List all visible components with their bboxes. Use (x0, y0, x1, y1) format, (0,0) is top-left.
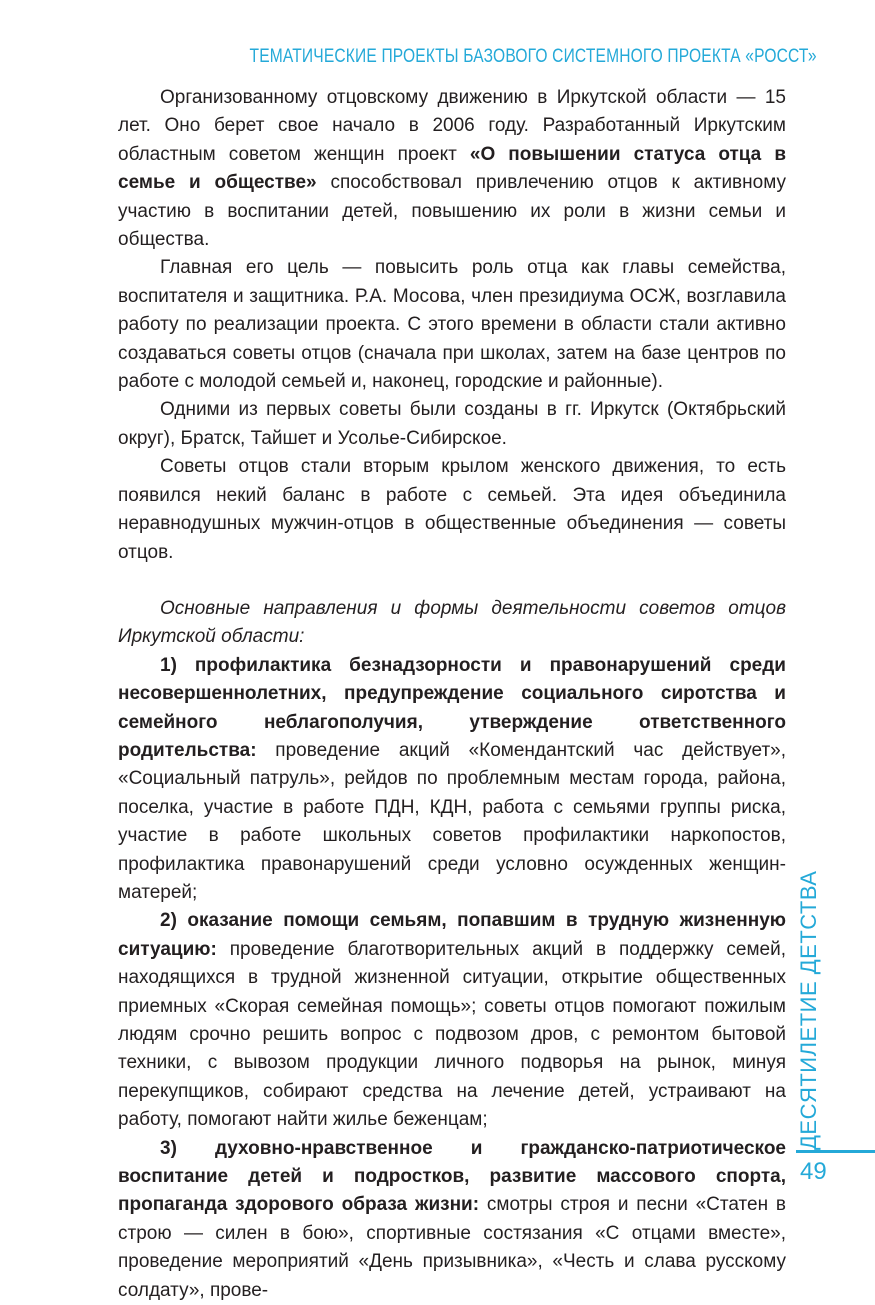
directions-intro-text: Основные направления и формы деятельности советов отцов Иркутской области: (118, 597, 786, 648)
paragraph-balance: Советы отцов стали вторым крылом женского движения, то есть появился некий баланс в работе с семьей. Эта идея объединила неравнодушных мужчин-отцов в общественные объединения — советы отцов. (118, 456, 786, 563)
section-side-title: ДЕСЯТИЛЕТИЕ ДЕТСТВА (796, 870, 821, 1150)
paragraph-history (118, 84, 786, 254)
project-title: «О повышении статуса отца в семье и обществе» (118, 143, 786, 194)
list-item-text: проведение благотворительных акций в поддержку семей, находящихся в трудной жизненной ситуации, открытие общественных приемных «Скорая семейная помощь»; советы отцов помогают пожилым людям срочно решить вопрос с подвозом дров, с ремонтом бытовой техники, с вывозом продукции личного подворья на рынок, минуя перекупщиков, собирают средства на лечение детей, устраивают на работу, помогают найти жилье беженцам; (118, 938, 786, 1131)
paragraph-goal: Главная его цель — повысить роль отца как главы семейства, воспитателя и защитника. Р.А. Мосова, член президиума ОСЖ, возглавила работу по реализации проекта. С этого времени в области стали активно создаваться советы отцов (сначала при школах, затем на базе центров по работе с молодой семьей и, наконец, городские и районные). (118, 257, 786, 393)
paragraph-text: Организованному отцовскому движению в Иркутской области — 15 лет. Оно берет свое начало в 2006 году. Разработанный Иркутским областным советом женщин проект (118, 87, 786, 165)
paragraph-first-councils: Одними из первых советы были созданы в гг. Иркутск (Октябрьский округ), Братск, Тайшет и Усолье-Сибирское. (118, 399, 786, 449)
list-item (118, 907, 786, 1134)
list-item-heading: 2) оказание помощи семьям, попавшим в трудную жизненную ситуацию: (118, 910, 786, 960)
running-header: ТЕМАТИЧЕСКИЕ ПРОЕКТЫ БАЗОВОГО СИСТЕМНОГО ПРОЕКТА «РОССТ» (249, 46, 817, 67)
list-item-text: проведение акций «Комендантский час действует», «Социальный патруль», рейдов по проблемным местам города, района, поселка, участие в работе ПДН, КДН, работа с семьями группы риска, участие в работе школьных советов профилактики наркопостов, профилактика правонарушений среди условно осужденных женщин-матерей; (118, 739, 786, 903)
list-item-text: смотры строя и песни «Статен в строю — силен в бою», спортивные состязания «С отцами вместе», проведение мероприятий «День призывника», «Честь и слава русскому солдату», прове- (118, 1194, 787, 1301)
main-text (118, 84, 786, 1305)
directions-intro (118, 595, 786, 652)
page-number: 49 (800, 1158, 827, 1185)
list-item-heading: 3) духовно-нравственное и гражданско-патриотическое воспитание детей и подростков, развитие массового спорта, пропаганда здорового образа жизни: (118, 1137, 786, 1216)
list-item (118, 1135, 786, 1305)
list-item-heading: 1) профилактика безнадзорности и правонарушений среди несовершеннолетних, предупреждение социального сиротства и семейного неблагополучия, утверждение ответственного родительства: (118, 654, 786, 761)
side-rule-divider (796, 1150, 875, 1153)
list-item (118, 652, 786, 908)
paragraph-text: способствовал привлечению отцов к активному участию в воспитании детей, повышению их роли в жизни семьи и общества. (118, 172, 786, 251)
